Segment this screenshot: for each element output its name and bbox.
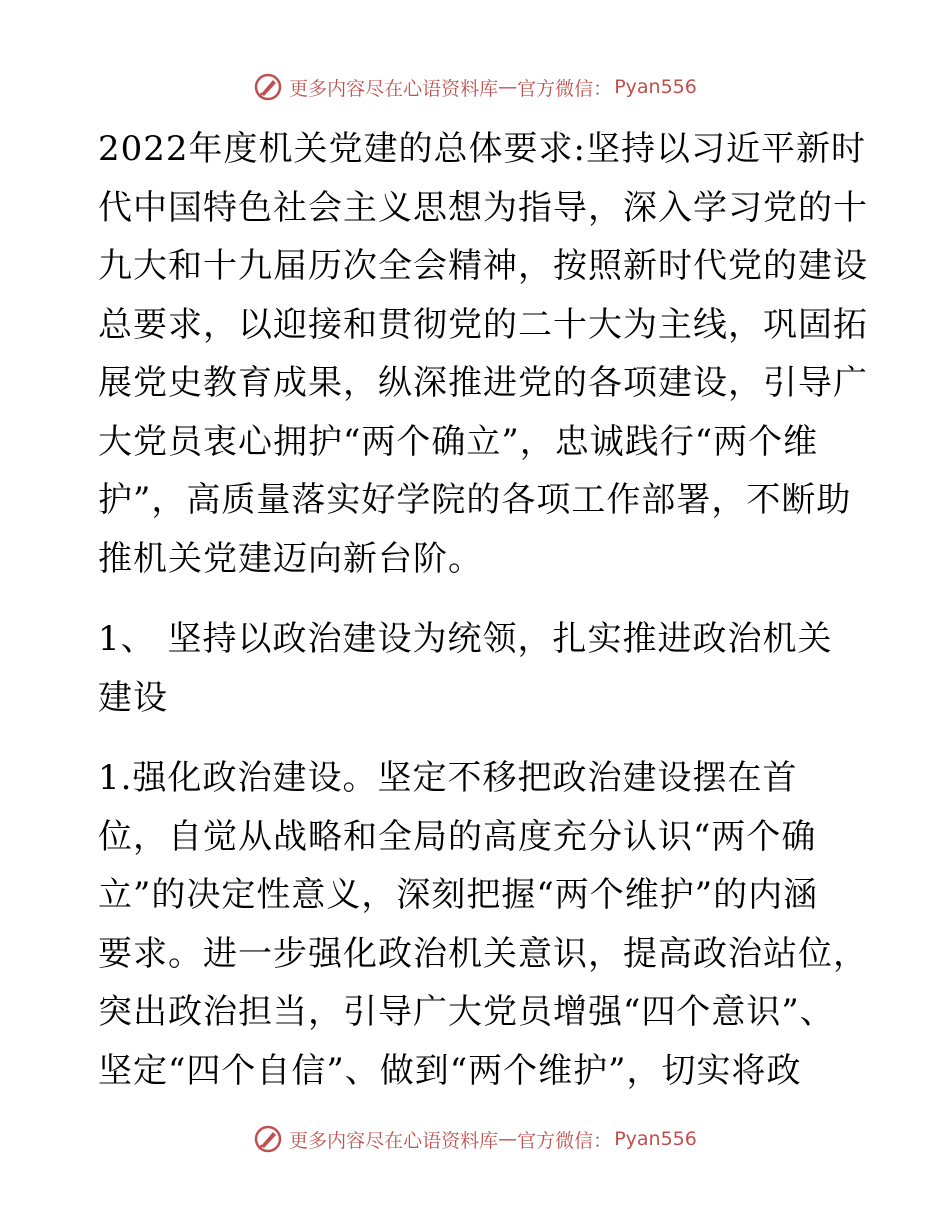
watermark-header <box>0 72 950 102</box>
text-line: 要求。进一步强化政治机关意识，提高政治站位， <box>98 933 868 974</box>
text-line: 1.强化政治建设。坚定不移把政治建设摆在首 <box>98 758 798 798</box>
quill-logo-icon <box>253 72 283 102</box>
text-line: 大党员衷心拥护“两个确立”，忠诚践行“两个维 <box>98 421 819 462</box>
text-line: 突出政治担当，引导广大党员增强“四个意识”、 <box>98 992 835 1032</box>
text-line: 位，自觉从战略和全局的高度充分认识“两个确 <box>98 816 817 857</box>
paragraph-intro <box>98 120 868 588</box>
watermark-wechat-id: Pyan556 <box>614 76 697 98</box>
document-body <box>98 120 868 1100</box>
watermark-separator: — <box>498 1128 518 1150</box>
paragraph-item-1 <box>98 749 868 1100</box>
text-line: 坚定“四个自信”、做到“两个维护”，切实将政 <box>98 1050 802 1091</box>
heading-line: 建设 <box>98 677 168 718</box>
watermark-wechat-id: Pyan556 <box>614 1128 697 1150</box>
watermark-footer <box>0 1124 950 1154</box>
text-line: 立”的决定性意义，深刻把握“两个维护”的内涵 <box>98 875 819 915</box>
text-line: 展党史教育成果，纵深推进党的各项建设，引导广 <box>98 363 868 403</box>
watermark-separator: — <box>498 76 518 98</box>
text-line: 护”，高质量落实好学院的各项工作部署，不断助 <box>98 480 852 520</box>
watermark-wechat-label: 官方微信： <box>517 77 613 100</box>
watermark-brand-text: 更多内容尽在心语资料库 <box>289 77 499 100</box>
heading-line: 1、 坚持以政治建设为统领，扎实推进政治机关 <box>98 619 833 659</box>
text-line: 九大和十九届历次全会精神，按照新时代党的建设 <box>98 246 868 286</box>
watermark-brand-text: 更多内容尽在心语资料库 <box>289 1129 499 1152</box>
watermark-wechat-label: 官方微信： <box>517 1129 613 1152</box>
text-line: 总要求，以迎接和贯彻党的二十大为主线，巩固拓 <box>98 304 868 345</box>
text-line: 2022年度机关党建的总体要求:坚持以习近平新时 <box>98 129 866 169</box>
section-heading-1 <box>98 610 858 727</box>
quill-logo-icon <box>253 1124 283 1154</box>
text-line: 代中国特色社会主义思想为指导，深入学习党的十 <box>98 187 868 228</box>
text-line: 推机关党建迈向新台阶。 <box>98 538 483 579</box>
